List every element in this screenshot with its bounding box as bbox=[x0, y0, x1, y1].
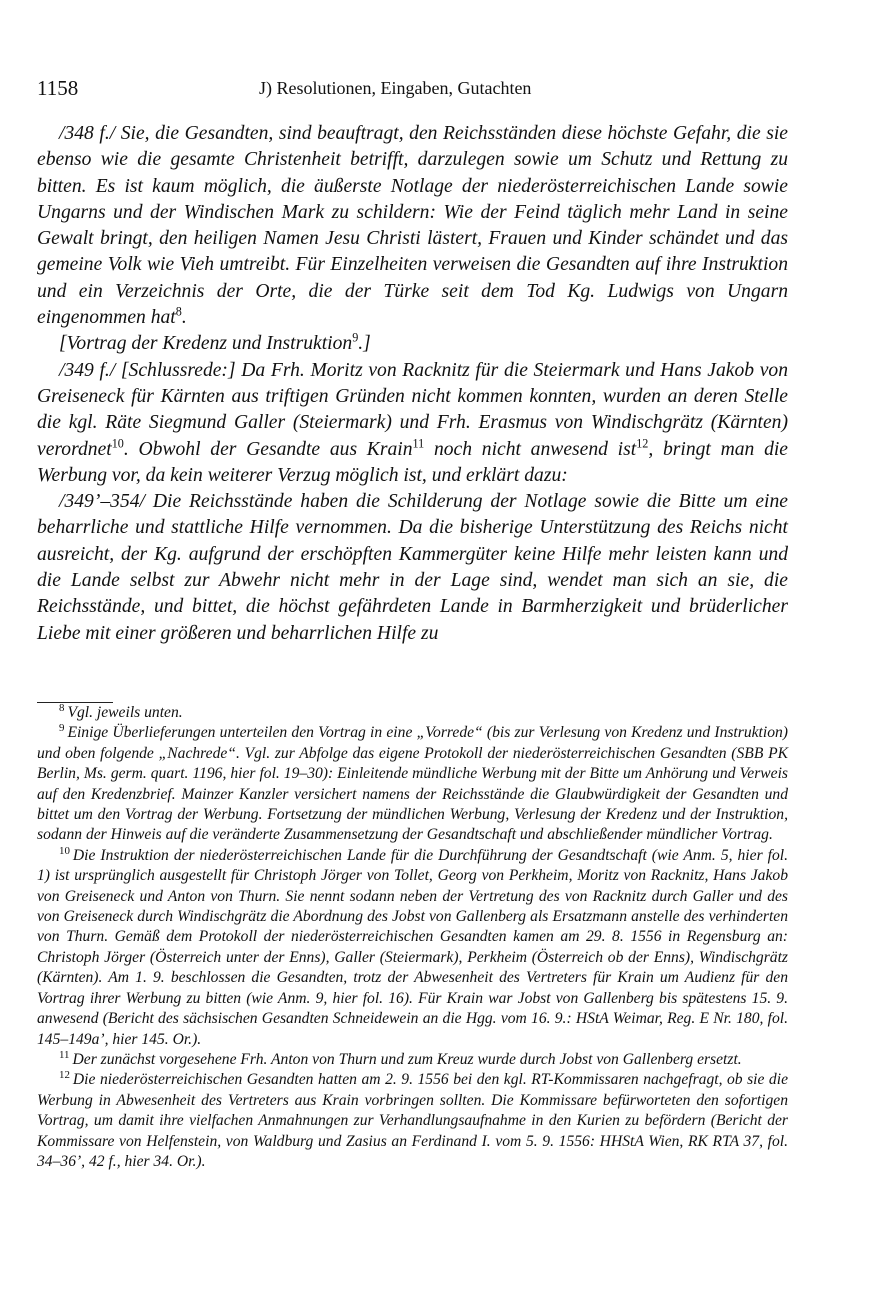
footnote-ref-10[interactable]: 10 bbox=[111, 436, 124, 451]
footnote-text: Der zunächst vorgesehene Frh. Anton von Thurn und zum Kreuz wurde durch Jobst von Gallenberg ersetzt. bbox=[72, 1050, 742, 1068]
paragraph-text: . Obwohl der Gesandte aus Krain bbox=[123, 438, 413, 460]
paragraph-text: , bringt man die Werbung vor, da kein weiterer Verzug möglich ist, und erklärt dazu: bbox=[37, 438, 789, 486]
paragraph-348 bbox=[37, 121, 788, 331]
running-head bbox=[37, 76, 788, 106]
footnote-text: Die Instruktion der niederösterreichischen Lande für die Durchführung der Gesandtschaft (wie Anm. 5, hier fol. 1) ist ursprünglich ausgestellt für Christoph Jörger von Tollet, Georg von Perkheim, Moritz von Racknitz, Hans Jakob von Greiseneck und Anton von Thurn. Sie nennt sodann neben der Vertretung des von Racknitz durch Galler und des von Greiseneck durch Windischgrätz die Abordnung des Jobst von Gallenberg als Ersatzmann anstelle des verhinderten von Thurn. Gemäß dem Protokoll der niederösterreichischen Gesandten kamen am 29. 8. 1556 in Regensburg an: Christoph Jörger (Österreich unter der Enns), Galler (Steiermark), Perkheim (Österreich ob der Enns), Windischgrätz (Kärnten). Am 1. 9. beschlossen die Gesandten, trotz der Abwesenheit des Vertreters für Krain um Audienz für den Vortrag ihrer Werbung zu bitten (wie Anm. 9, hier fol. 16). Für Krain war Jobst von Gallenberg bis spätestens 15. 9. anwesend (Bericht des sächsischen Gesandten Schneidewein an die Hgg. vom 16. 9.: HStA Weimar, Reg. E Nr. 180, fol. 145–149a’, hier 145. Or.). bbox=[37, 846, 788, 1048]
paragraph-text: /349’–354/ Die Reichsstände haben die Schilderung der Notlage sowie die Bitte um eine beharrliche und stattliche Hilfe vernommen. Da die bisherige Unterstützung des Reichs nicht ausreicht, der Kg. aufgrund der erschöpften Kammergüter keine Hilfe mehr leisten kann und die Lande selbst zur Abwehr nicht mehr in der Lage sind, wendet man sich an sie, die Reichsstände, und bittet, die höchst gefährdeten Lande in Barmherzigkeit und brüderlicher Liebe mit einer größeren und beharrlichen Hilfe zu bbox=[37, 491, 788, 644]
paragraph-text: /348 f./ Sie, die Gesandten, sind beauftragt, den Reichsständen diese höchste Gefahr, die sie ebenso wie die gesamte Christenheit betrifft, darzulegen sowie um Schutz und Rettung zu bitten. Es ist kaum möglich, die äußerste Notlage der niederösterreichischen Lande sowie Ungarns und der Windischen Mark zu schildern: Wie der Feind täglich mehr Land in seine Gewalt bringt, den heiligen Namen Jesu Christi lästert, Frauen und Kinder schändet und das gemeine Volk wie Vieh umtreibt. Für Einzelheiten verweisen die Gesandten auf ihre Instruktion und ein Verzeichnis der Orte, die der Türke seit dem Tod Kg. Ludwigs von Ungarn eingenommen hat bbox=[37, 123, 788, 329]
footnote-8 bbox=[37, 703, 788, 723]
footnote-mark: 8 bbox=[59, 701, 65, 714]
paragraph-349 bbox=[37, 358, 788, 489]
footnote-12 bbox=[37, 1070, 788, 1172]
footnote-10 bbox=[37, 846, 788, 1050]
footnote-mark: 9 bbox=[59, 722, 65, 735]
footnote-ref-12[interactable]: 12 bbox=[636, 436, 649, 451]
footnote-mark: 10 bbox=[59, 844, 70, 857]
running-title: J) Resolutionen, Eingaben, Gutachten bbox=[259, 78, 532, 98]
footnote-mark: 12 bbox=[59, 1069, 70, 1082]
paragraph-text: [Vortrag der Kredenz und Instruktion bbox=[59, 333, 353, 355]
footnote-text: Vgl. jeweils unten. bbox=[67, 704, 183, 721]
page-number: 1158 bbox=[37, 76, 79, 100]
footnote-11 bbox=[37, 1050, 788, 1070]
main-text bbox=[37, 121, 788, 647]
footnotes bbox=[37, 703, 788, 1172]
paragraph-text: noch nicht anwesend ist bbox=[424, 438, 637, 460]
footnote-mark: 11 bbox=[59, 1048, 70, 1061]
footnote-text: Die niederösterreichischen Gesandten hatten am 2. 9. 1556 bei den kgl. RT-Kommissaren nachgefragt, ob sie die Werbung in Abwesenheit des Vertreters aus Krain vorbringen sollten. Die Kommissare befürworteten den sofortigen Vortrag, um damit ihre vielfachen Anmahnungen zur Verhandlungsaufnahme in den Kurien zu befördern (Bericht der Kommissare von Helfenstein, von Waldburg und Zasius an Ferdinand I. vom 5. 9. 1556: HHStA Wien, RK RTA 37, fol. 34–36’, 42 f., hier 34. Or.). bbox=[37, 1071, 788, 1170]
footnote-text: Einige Überlieferungen unterteilen den Vortrag in eine „Vorrede“ (bis zur Verlesung von Kredenz und Instruktion) und oben folgende „Nachrede“. Vgl. zur Abfolge das eigene Protokoll der niederösterreichischen Gesandten (SBB PK Berlin, Ms. germ. quart. 1196, hier fol. 19–30): Einleitende mündliche Werbung mit der Bitte um Anhörung und Verweis auf den Kredenzbrief. Mainzer Kanzler versichert namens der Reichsstände die Glaubwürdigkeit der Gesandten und bittet um den Vortrag der Werbung. Fortsetzung der mündlichen Werbung, Verlesung der Kredenz und der Instruktion, sodann der Hinweis auf die veränderte Zusammensetzung der Gesandtschaft und abschließender mündlicher Vortrag. bbox=[37, 724, 788, 844]
footnote-ref-9[interactable]: 9 bbox=[352, 330, 359, 345]
footnote-ref-11[interactable]: 11 bbox=[412, 436, 425, 451]
paragraph-text: . bbox=[181, 307, 187, 329]
paragraph-text: .] bbox=[358, 333, 371, 355]
footnote-9 bbox=[37, 723, 788, 845]
footnote-ref-8[interactable]: 8 bbox=[175, 304, 182, 319]
paragraph-text: /349 f./ [Schlussrede:] Da Frh. Moritz von Racknitz für die Steiermark und Hans Jakob von Greiseneck für Kärnten aus triftigen Gründen nicht kommen konnten, wurden an deren Stelle die kgl. Räte Siegmund Galler (Steiermark) und Frh. Erasmus von Windischgrätz (Kärnten) verordnet bbox=[37, 359, 788, 460]
paragraph-349-354 bbox=[37, 489, 788, 647]
paragraph-vortrag bbox=[37, 331, 788, 357]
